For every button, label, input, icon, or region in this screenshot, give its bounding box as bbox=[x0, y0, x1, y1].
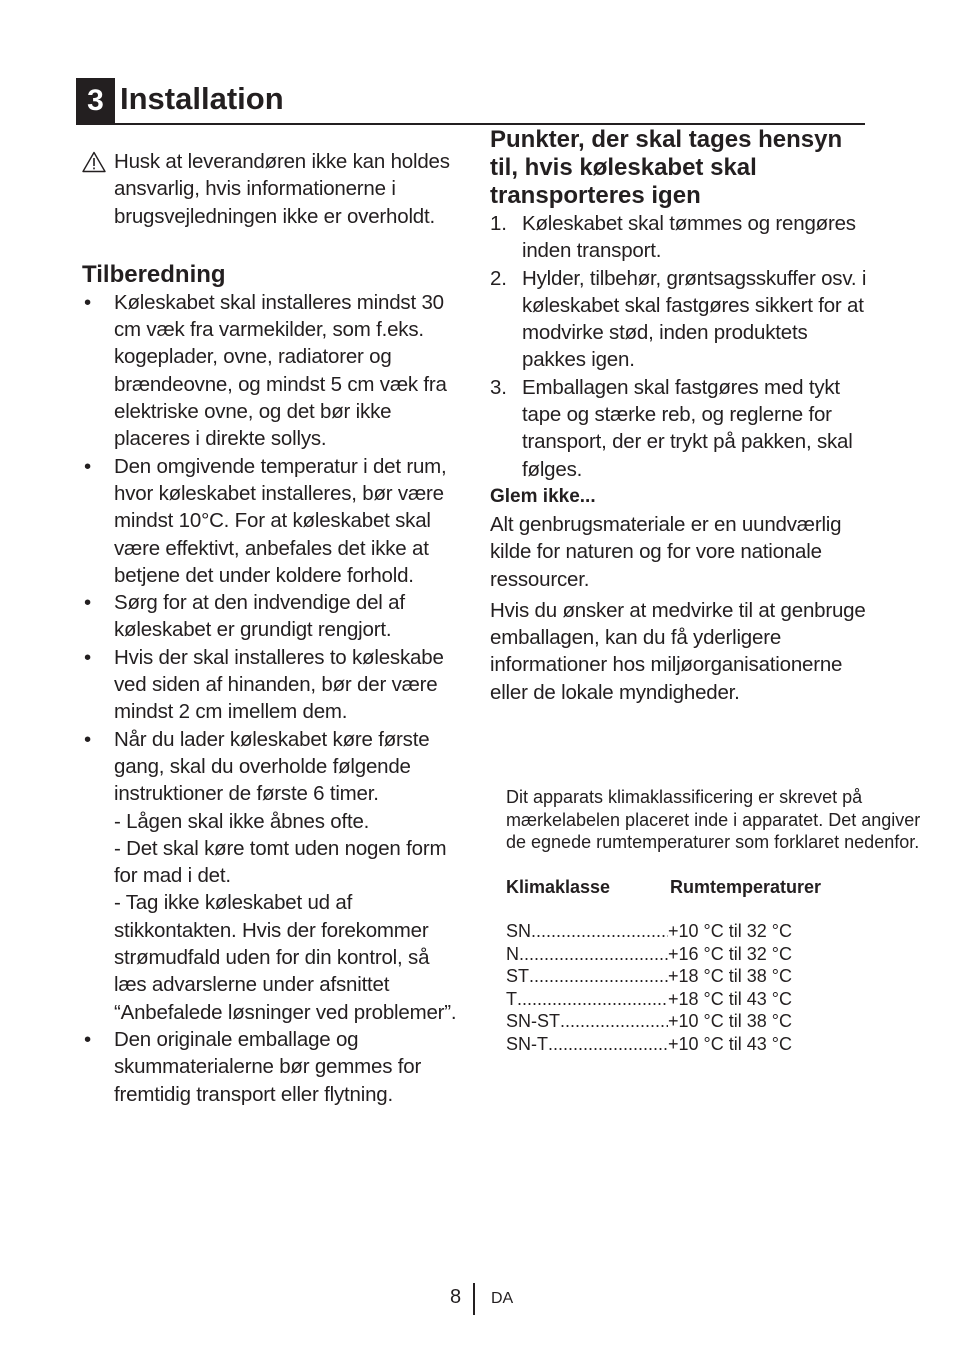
climate-class: ST bbox=[506, 966, 530, 986]
page-number: 8 bbox=[450, 1286, 462, 1308]
leader-dots bbox=[560, 1010, 668, 1033]
recycling-paragraph: Alt genbrugsmateriale er en uundværlig kilde for naturen og for vore nationale ressourcer. bbox=[490, 512, 842, 591]
list-item bbox=[82, 589, 467, 644]
transport-steps bbox=[490, 210, 875, 483]
table-row bbox=[506, 988, 926, 1011]
bullet-icon: • bbox=[84, 454, 91, 478]
recycling-paragraph: Hvis du ønsker at medvirke til at genbruge emballagen, kan du få yderligere informationer hos miljøorganisationerne eller de lokale myndigheder. bbox=[490, 598, 866, 704]
warning-text: Husk at leverandøren ikke kan holdes ansvarlig, hvis informationerne i brugsvejledningen ikke er overholdt. bbox=[114, 150, 450, 228]
bullet-icon: • bbox=[84, 645, 91, 669]
list-item bbox=[490, 374, 875, 483]
section-title: Installation bbox=[120, 81, 284, 116]
section-number: 3 bbox=[76, 78, 115, 123]
climate-intro: Dit apparats klimaklassificering er skrevet på mærkelabelen placeret inde i apparatet. Det angiver de egnede rumtemperaturer som forklaret nedenfor. bbox=[506, 787, 921, 852]
sub-instruction: - Lågen skal ikke åbnes ofte. bbox=[114, 809, 370, 833]
list-item-text: Sørg for at den indvendige del af køleskabet er grundigt rengjort. bbox=[114, 591, 405, 642]
step-number: 3. bbox=[490, 375, 507, 399]
list-item bbox=[82, 289, 467, 453]
bullet-icon: • bbox=[84, 727, 91, 751]
column-header-class: Klimaklasse bbox=[506, 876, 611, 897]
climate-table bbox=[506, 876, 926, 1056]
table-row bbox=[506, 965, 926, 988]
step-text: Hylder, tilbehør, grøntsagsskuffer osv. i køleskabet skal fastgøres sikkert for at modvirke stød, inden produktets pakkes igen. bbox=[522, 266, 867, 372]
list-item bbox=[82, 453, 467, 589]
list-item-text: Køleskabet skal installeres mindst 30 cm væk fra varmekilder, som f.eks. kogeplader, ovne, radiatorer og brændeovne, og mindst 5 cm væk fra elektriske ovne, og det bør ikke placeres i direkte sollys. bbox=[114, 290, 447, 451]
language-code: DA bbox=[491, 1290, 514, 1307]
climate-rows bbox=[506, 920, 926, 1055]
step-number: 1. bbox=[490, 212, 507, 235]
list-item bbox=[82, 726, 467, 1026]
temperature-range: +16 °C til 32 °C bbox=[668, 943, 792, 964]
climate-class: SN-T bbox=[506, 1033, 548, 1054]
table-row bbox=[506, 1033, 926, 1056]
temperature-range: +10 °C til 32 °C bbox=[668, 921, 792, 941]
warning-note bbox=[82, 148, 467, 230]
bullet-icon: • bbox=[84, 591, 91, 615]
step-number: 2. bbox=[490, 266, 507, 290]
list-item bbox=[82, 1026, 467, 1108]
climate-class: N bbox=[506, 943, 519, 964]
temperature-range: +10 °C til 43 °C bbox=[668, 1033, 792, 1054]
warning-triangle-icon bbox=[82, 151, 106, 173]
remember-label: Glem ikke... bbox=[490, 485, 596, 507]
step-text: Køleskabet skal tømmes og rengøres inden transport. bbox=[522, 212, 856, 263]
temperature-range: +10 °C til 38 °C bbox=[668, 1011, 792, 1031]
left-column bbox=[82, 148, 467, 1108]
leader-dots bbox=[548, 1033, 668, 1056]
right-column bbox=[490, 126, 875, 706]
climate-class: T bbox=[506, 988, 517, 1009]
leader-dots bbox=[519, 943, 668, 966]
list-item-text: Den originale emballage og skummaterialerne bør gemmes for fremtidig transport eller flytning. bbox=[114, 1027, 422, 1106]
list-item-text: Hvis der skal installeres to køleskabe ved siden af hinanden, bør der være mindst 2 cm imellem dem. bbox=[114, 645, 444, 724]
table-row bbox=[506, 943, 926, 966]
climate-class: SN-ST bbox=[506, 1011, 560, 1031]
temperature-range: +18 °C til 43 °C bbox=[668, 988, 792, 1009]
table-row bbox=[506, 920, 926, 943]
temperature-range: +18 °C til 38 °C bbox=[668, 966, 792, 986]
sub-instruction: - Det skal køre tomt uden nogen form for mad i det. bbox=[114, 836, 447, 888]
list-item bbox=[490, 210, 875, 265]
leader-dots bbox=[517, 988, 668, 1011]
climate-table-header bbox=[506, 876, 926, 899]
leader-dots bbox=[529, 965, 668, 988]
section-header bbox=[76, 78, 865, 125]
climate-section bbox=[506, 786, 926, 1055]
list-item-text: Når du lader køleskabet køre første gang, skal du overholde følgende instruktioner de første 6 timer. bbox=[114, 727, 430, 806]
table-row bbox=[506, 1010, 926, 1033]
list-item bbox=[490, 265, 875, 374]
bullet-icon: • bbox=[84, 1027, 91, 1051]
transport-heading: Punkter, der skal tages hensyn til, hvis køleskabet skal transporteres igen bbox=[490, 126, 843, 209]
sub-instruction: - Tag ikke køleskabet ud af stikkontakten. Hvis der forekommer strømudfald uden for din kontrol, så læs advarslerne under afsnittet “Anbefalede løsninger ved problemer”. bbox=[114, 891, 457, 1024]
preparation-heading: Tilberedning bbox=[82, 260, 226, 288]
climate-class: SN bbox=[506, 921, 532, 941]
list-item bbox=[82, 644, 467, 726]
step-text: Emballagen skal fastgøres med tykt tape og stærke reb, og reglerne for transport, der er trykt på pakken, skal følges. bbox=[522, 375, 853, 481]
leader-dots bbox=[531, 920, 668, 943]
column-header-temperature: Rumtemperaturer bbox=[670, 876, 822, 897]
list-item-text: Den omgivende temperatur i det rum, hvor køleskabet installeres, bør være mindst 10°C. For at køleskabet skal være effektivt, anbefales det ikke at betjene det under koldere forhold. bbox=[114, 454, 447, 587]
footer-divider bbox=[473, 1283, 475, 1315]
preparation-list bbox=[82, 289, 467, 1108]
bullet-icon: • bbox=[84, 290, 91, 314]
